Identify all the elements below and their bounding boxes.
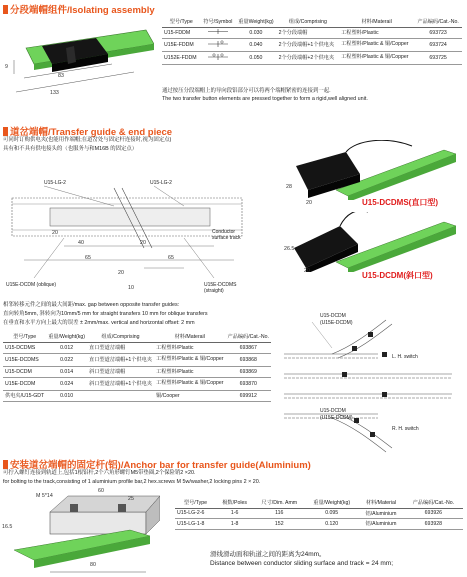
table-row bbox=[162, 27, 462, 38]
desc-line-1: 可同时订购供电夹(也能用作端帽;在道岔处与固定杆连接时,视为固定点) bbox=[3, 137, 172, 143]
table-cell: 铝/Aluminium bbox=[358, 508, 403, 519]
table-cell: 0.022 bbox=[46, 353, 87, 366]
table-cell: U15E-DCDM bbox=[3, 377, 46, 390]
foot-cn: 滑线滑动面和轨道之间的距离为24mm。 bbox=[210, 551, 326, 558]
col-comprising: 组成/Comprising bbox=[277, 17, 340, 27]
col-type: 型号/Type bbox=[162, 17, 200, 27]
table-cell: 直口型道岔端帽 bbox=[87, 342, 154, 353]
table-cell: 693723 bbox=[414, 27, 462, 38]
table-header-cell: 极数/Poles bbox=[216, 498, 254, 508]
table-row bbox=[162, 38, 462, 51]
table-row bbox=[175, 508, 463, 519]
section-marker-icon bbox=[3, 460, 8, 469]
label-lg1: U15-LG-2 bbox=[44, 180, 66, 186]
table-cell bbox=[200, 27, 235, 38]
table-row bbox=[162, 51, 462, 64]
table-cell: 工程塑料/Plastic bbox=[339, 27, 414, 38]
straight-type-drawing bbox=[276, 140, 466, 200]
table-cell: U15-LG-1-8 bbox=[175, 519, 216, 530]
table-header-cell: 型号/Type bbox=[175, 498, 216, 508]
dim-28: 28 bbox=[286, 184, 292, 190]
table-header-cell: 重量/Weight(kg) bbox=[46, 332, 87, 342]
table-cell: 0.095 bbox=[305, 508, 358, 519]
table-cell: 0.010 bbox=[46, 390, 87, 401]
table-cell: U15-DCDM bbox=[3, 366, 46, 377]
table-cell: 0.012 bbox=[46, 342, 87, 353]
symbol-icon bbox=[207, 53, 229, 60]
table-cell: 0.030 bbox=[235, 27, 276, 38]
section-marker-icon bbox=[3, 127, 8, 136]
label-rh-switch: R. H. switch bbox=[392, 426, 419, 432]
table-cell: U15-LG-2-6 bbox=[175, 508, 216, 519]
table-cell: 铝/Aluminium bbox=[358, 519, 403, 530]
oblique-type-drawing bbox=[276, 212, 466, 272]
table-cell: 斜口型道岔端帽+1个供电夹 bbox=[87, 377, 154, 390]
table-cell: 工程塑料/Plastic bbox=[154, 342, 225, 353]
gap-line-2: 在垂直和水平方向上最大的误差 ± 2mm/max. vertical and horizontal offset: 2 mm bbox=[3, 320, 195, 326]
label-conductor: Conductor surface track bbox=[212, 229, 241, 241]
section1-title: 分段端帽组件/Isolating assembly bbox=[3, 2, 155, 16]
table-cell: 693725 bbox=[414, 51, 462, 64]
table-cell: 693869 bbox=[225, 366, 271, 377]
label-oblique-type: U15-DCDM(斜口型) bbox=[362, 271, 433, 280]
table-header-cell: 重量/Weight(kg) bbox=[305, 498, 358, 508]
table-cell: 116 bbox=[253, 508, 305, 519]
anchor-desc-cn: 可拧入螺钉连接到轨道上,包括1根铝杆,2个六角形螺钉M5带垫圈,2个保险销2 ×20. bbox=[3, 470, 196, 476]
table-header-cell: 产品编码/Cat.-No. bbox=[404, 498, 463, 508]
table-cell: 699912 bbox=[225, 390, 271, 401]
dim-10: 10 bbox=[128, 285, 134, 291]
label-u15e-dcdm: (U15E-DCDM) bbox=[320, 320, 353, 326]
dim-9: 9 bbox=[5, 64, 8, 70]
dim-26-5: 26.5 bbox=[284, 246, 295, 252]
dim-60: 60 bbox=[98, 488, 104, 494]
dim-80: 80 bbox=[90, 562, 96, 568]
label-u15e-dcdm-2: (U15E-DCDM) bbox=[320, 415, 353, 421]
table-row bbox=[3, 390, 271, 401]
dim-83: 83 bbox=[58, 73, 64, 79]
col-material: 材料/Materail bbox=[339, 17, 414, 27]
table-cell: 工程塑料/Plastic & 铜/Copper bbox=[339, 38, 414, 51]
label-lh-switch: L. H. switch bbox=[392, 354, 418, 360]
table-cell: 693868 bbox=[225, 353, 271, 366]
symbol-icon bbox=[207, 29, 229, 34]
isolating-table bbox=[162, 17, 462, 65]
table-cell: 0.120 bbox=[305, 519, 358, 530]
dim-20b: 20 bbox=[140, 240, 146, 246]
table-cell: 工程塑料/Plastic & 铜/Copper bbox=[339, 51, 414, 64]
dim-40: 40 bbox=[78, 240, 84, 246]
table-cell: 1-6 bbox=[216, 508, 254, 519]
switch-diagrams bbox=[282, 306, 462, 454]
desc-line-2: 具有和不具有供电接头的（也服务与和M16B 的固定点） bbox=[3, 146, 138, 152]
label-u15-dcdm: U15-DCDM bbox=[320, 313, 346, 319]
table-cell: 供电夹/U15-GDT bbox=[3, 390, 46, 401]
col-weight: 重量Weight(kg) bbox=[235, 17, 276, 27]
table-cell: 1-8 bbox=[216, 519, 254, 530]
table-cell: 直口型道岔端帽+1个供电夹 bbox=[87, 353, 154, 366]
dim-25: 25 bbox=[128, 496, 134, 502]
col-catno: 产品编码/Cat.-No. bbox=[414, 17, 462, 27]
dim-65a: 65 bbox=[85, 255, 91, 261]
table-cell: 工程塑料/Plastic bbox=[154, 366, 225, 377]
table-cell: 2个分段端帽+2个供电夹 bbox=[277, 51, 340, 64]
col-symbol: 符号/Symbol bbox=[200, 17, 235, 27]
transfer-table bbox=[3, 332, 271, 402]
table-cell: 斜口型道岔端帽 bbox=[87, 366, 154, 377]
table-cell: 2个分段端帽+1个供电夹 bbox=[277, 38, 340, 51]
table-row bbox=[175, 519, 463, 530]
table-cell: 152 bbox=[253, 519, 305, 530]
table-cell: 0.050 bbox=[235, 51, 276, 64]
label-lg2: U15-LG-2 bbox=[150, 180, 172, 186]
section2-title: 道岔端帽/Transfer guide & end piece bbox=[3, 124, 172, 138]
table-cell: 工程塑料/Plastic & 铜/Copper bbox=[154, 353, 225, 366]
table-header-cell: 材料/Material bbox=[358, 498, 403, 508]
table-cell: 0.040 bbox=[235, 38, 276, 51]
table-cell: 0.024 bbox=[46, 377, 87, 390]
label-u15-dcdm-2: U15-DCDM bbox=[320, 408, 346, 414]
dim-16-5: 16.5 bbox=[2, 524, 13, 530]
table-row bbox=[3, 366, 271, 377]
table-cell bbox=[200, 51, 235, 64]
dim-65b: 65 bbox=[168, 255, 174, 261]
label-straight-type: U15-DCDMS(直口型) bbox=[362, 198, 438, 207]
table-cell: 693867 bbox=[225, 342, 271, 353]
table-cell: U15-DCDMS bbox=[3, 342, 46, 353]
anchor-table bbox=[175, 498, 463, 530]
section-marker-icon bbox=[3, 5, 8, 14]
table-cell: 693926 bbox=[404, 508, 463, 519]
dim-20d: 20 bbox=[306, 200, 312, 206]
table-header-cell: 尺寸/Dim. Amm bbox=[253, 498, 305, 508]
note-en: The two transfer button elements are pressed together to form a rigid,well aligned unit. bbox=[162, 96, 368, 102]
table-cell: 2个分段端帽 bbox=[277, 27, 340, 38]
table-header-cell: 材料/Materail bbox=[154, 332, 225, 342]
table-header-cell: 产品编码/Cat.-No. bbox=[225, 332, 271, 342]
isolating-assembly-drawing bbox=[4, 18, 154, 110]
foot-en: Distance between conductor sliding surface and track = 24 mm; bbox=[210, 560, 393, 567]
table-cell: 0.014 bbox=[46, 366, 87, 377]
dim-20a: 20 bbox=[52, 230, 58, 236]
anchor-bar-drawing bbox=[10, 490, 160, 576]
symbol-icon bbox=[207, 40, 229, 47]
table-cell: U15E-FDDM bbox=[162, 38, 200, 51]
table-cell: 工程塑料/Plastic & 铜/Copper bbox=[154, 377, 225, 390]
table-row bbox=[3, 342, 271, 353]
section3-title: 安装道岔端帽的固定杆(铝)/Anchor bar for transfer guide(Aluminium) bbox=[3, 457, 311, 471]
table-row bbox=[3, 353, 271, 366]
dim-20e: 20 bbox=[304, 268, 310, 274]
table-cell: U15-FDDM bbox=[162, 27, 200, 38]
table-cell: U15E-DCDMS bbox=[3, 353, 46, 366]
note-cn: 通过按压分段端帽上的导向段铝部分可以将两个端帽紧密的连接到一起. bbox=[162, 88, 331, 94]
anchor-desc-en: for bolting to the track,consisting of 1 aluminium profile bar,2 hex.screws M 5w/washer,2 locking pins 2 × 20. bbox=[3, 479, 261, 485]
table-header-cell: 组成/Comprising bbox=[87, 332, 154, 342]
table-cell: U152E-FDDM bbox=[162, 51, 200, 64]
table-cell bbox=[87, 390, 154, 401]
table-row bbox=[3, 377, 271, 390]
gap-note: 相邻转移元件之间的最大间距/max. gap between opposite transfer guides: bbox=[3, 302, 180, 308]
table-cell bbox=[200, 38, 235, 51]
label-oblique: U15E-DCDM (oblique) bbox=[6, 282, 57, 288]
table-cell: 693870 bbox=[225, 377, 271, 390]
table-cell: 铜/Cooper bbox=[154, 390, 225, 401]
label-straight: U15E-DCDMS (straight) bbox=[204, 282, 237, 294]
gap-line-1: 直向转角5mm, 斜转向为10mm/5 mm for straight transfers 10 mm for oblique transfers bbox=[3, 311, 208, 317]
dim-133: 133 bbox=[50, 90, 59, 96]
table-cell: 693724 bbox=[414, 38, 462, 51]
table-header-cell: 型号/Type bbox=[3, 332, 46, 342]
dim-20c: 20 bbox=[118, 270, 124, 276]
table-cell: 693928 bbox=[404, 519, 463, 530]
dim-m5: M 5*14 bbox=[36, 493, 53, 499]
